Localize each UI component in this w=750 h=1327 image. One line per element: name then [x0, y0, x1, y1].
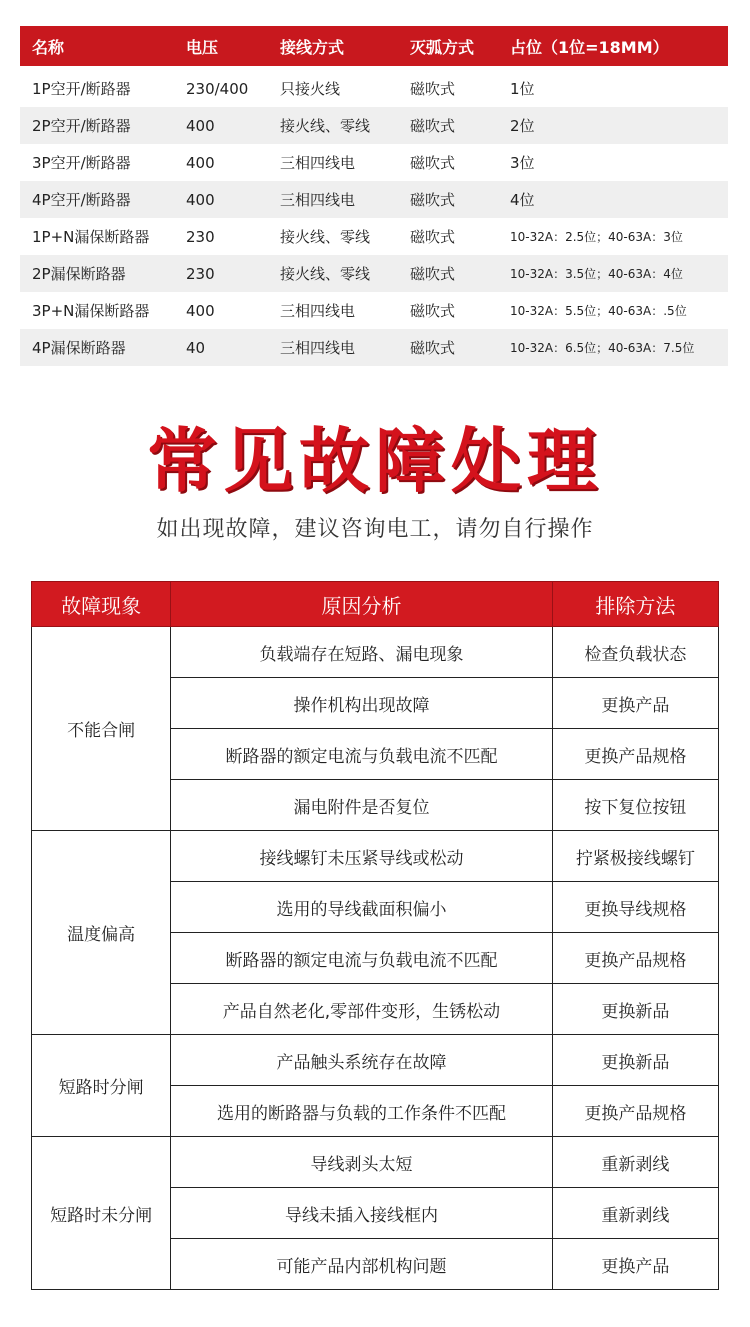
spec-row	[20, 255, 728, 292]
fault-fix: 重新剥线	[552, 1188, 718, 1239]
spec-cell: 400	[186, 153, 215, 172]
spec-cell: 1P空开/断路器	[32, 80, 131, 98]
fault-cause: 断路器的额定电流与负载电流不匹配	[171, 933, 553, 984]
spec-cell: 2位	[510, 117, 535, 135]
fault-fix: 更换产品	[552, 678, 718, 729]
spec-header-name: 名称	[32, 37, 65, 57]
spec-row	[20, 181, 728, 218]
fault-fix: 更换产品规格	[552, 729, 718, 780]
table-row	[32, 1035, 719, 1086]
fault-table	[31, 581, 719, 1290]
fault-cause: 接线螺钉未压紧导线或松动	[171, 831, 553, 882]
fault-fix: 更换新品	[552, 1035, 718, 1086]
fault-fix: 按下复位按钮	[552, 780, 718, 831]
fault-cause: 产品自然老化,零部件变形，生锈松动	[171, 984, 553, 1035]
spec-header-voltage: 电压	[186, 37, 219, 57]
spec-row	[20, 218, 728, 255]
fault-symptom: 短路时分闸	[32, 1035, 171, 1137]
spec-cell: 10-32A：3.5位；40-63A：4位	[510, 267, 683, 281]
spec-cell: 磁吹式	[410, 302, 456, 320]
spec-cell: 400	[186, 116, 215, 135]
fault-cause: 操作机构出现故障	[171, 678, 553, 729]
spec-header-position: 占位（1位=18MM）	[510, 37, 669, 57]
spec-cell: 三相四线电	[280, 154, 356, 172]
spec-header-wiring: 接线方式	[280, 37, 345, 57]
spec-cell: 接火线、零线	[280, 228, 371, 246]
fault-fix: 更换新品	[552, 984, 718, 1035]
spec-cell: 3P+N漏保断路器	[32, 302, 150, 320]
spec-cell: 10-32A：2.5位；40-63A：3位	[510, 230, 683, 244]
fault-cause: 漏电附件是否复位	[171, 780, 553, 831]
spec-header-arc: 灭弧方式	[410, 37, 475, 57]
fault-cause: 导线未插入接线框内	[171, 1188, 553, 1239]
spec-cell: 3位	[510, 154, 535, 172]
fault-fix: 更换产品	[552, 1239, 718, 1290]
fault-cause: 产品触头系统存在故障	[171, 1035, 553, 1086]
fault-table-header	[32, 582, 719, 627]
spec-cell: 2P漏保断路器	[32, 265, 126, 283]
spec-cell: 3P空开/断路器	[32, 154, 131, 172]
fault-fix: 拧紧极接线螺钉	[552, 831, 718, 882]
spec-row	[20, 329, 728, 366]
spec-cell: 三相四线电	[280, 302, 356, 320]
spec-cell: 230	[186, 227, 215, 246]
fault-cause: 选用的断路器与负载的工作条件不匹配	[171, 1086, 553, 1137]
spec-cell: 400	[186, 301, 215, 320]
fault-cause: 负载端存在短路、漏电现象	[171, 627, 553, 678]
spec-cell: 4P空开/断路器	[32, 191, 131, 209]
fault-header-cause: 原因分析	[171, 582, 553, 627]
spec-cell: 40	[186, 338, 206, 357]
spec-cell: 接火线、零线	[280, 117, 371, 135]
fault-cause: 可能产品内部机构问题	[171, 1239, 553, 1290]
spec-row	[20, 292, 728, 329]
fault-header-fix: 排除方法	[552, 582, 718, 627]
spec-cell: 磁吹式	[410, 265, 456, 283]
fault-fix: 更换产品规格	[552, 1086, 718, 1137]
spec-table-header	[20, 26, 728, 66]
spec-cell: 磁吹式	[410, 228, 456, 246]
spec-cell: 三相四线电	[280, 191, 356, 209]
spec-cell: 4P漏保断路器	[32, 339, 126, 357]
fault-cause: 断路器的额定电流与负载电流不匹配	[171, 729, 553, 780]
spec-cell: 10-32A：5.5位；40-63A：.5位	[510, 304, 687, 318]
table-row	[32, 627, 719, 678]
spec-cell: 磁吹式	[410, 80, 456, 98]
spec-cell: 4位	[510, 191, 535, 209]
fault-symptom: 短路时未分闸	[32, 1137, 171, 1290]
spec-cell: 三相四线电	[280, 339, 356, 357]
table-row	[32, 831, 719, 882]
spec-row	[20, 144, 728, 181]
spec-cell: 磁吹式	[410, 117, 456, 135]
fault-symptom: 不能合闸	[32, 627, 171, 831]
spec-row	[20, 70, 728, 107]
spec-table	[20, 26, 728, 366]
spec-cell: 400	[186, 190, 215, 209]
fault-fix: 更换产品规格	[552, 933, 718, 984]
spec-cell: 只接火线	[280, 80, 341, 98]
spec-row	[20, 107, 728, 144]
spec-cell: 1位	[510, 80, 535, 98]
fault-fix: 检查负载状态	[552, 627, 718, 678]
section-subtitle: 如出现故障，建议咨询电工，请勿自行操作	[156, 517, 594, 542]
spec-cell: 磁吹式	[410, 154, 456, 172]
table-row	[32, 1137, 719, 1188]
fault-fix: 更换导线规格	[552, 882, 718, 933]
spec-cell: 230	[186, 264, 215, 283]
fault-symptom: 温度偏高	[32, 831, 171, 1035]
spec-cell: 230/400	[186, 79, 249, 98]
spec-cell: 1P+N漏保断路器	[32, 228, 150, 246]
spec-cell: 10-32A：6.5位；40-63A：7.5位	[510, 341, 695, 355]
fault-header-symptom: 故障现象	[32, 582, 171, 627]
fault-cause: 选用的导线截面积偏小	[171, 882, 553, 933]
spec-cell: 接火线、零线	[280, 265, 371, 283]
spec-cell: 磁吹式	[410, 339, 456, 357]
section-title: 常见故障处理	[147, 420, 603, 502]
spec-cell: 磁吹式	[410, 191, 456, 209]
spec-cell: 2P空开/断路器	[32, 117, 131, 135]
fault-fix: 重新剥线	[552, 1137, 718, 1188]
fault-cause: 导线剥头太短	[171, 1137, 553, 1188]
